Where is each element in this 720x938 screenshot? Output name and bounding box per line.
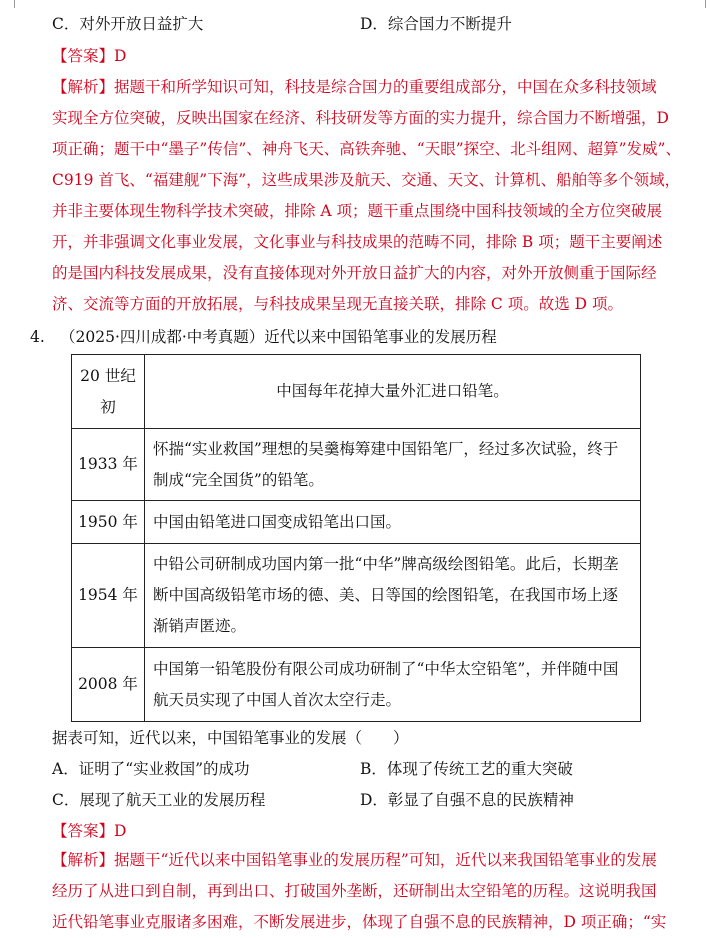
table-row [72, 648, 641, 722]
prev-option-c: C．对外开放日益扩大 [52, 15, 204, 33]
table-event-cell: 中国由铅笔进口国变成铅笔出口国。 [145, 501, 641, 544]
table-row [72, 355, 641, 429]
table-row [72, 501, 641, 544]
history-table [71, 354, 641, 722]
table-event-cell: 怀揣“实业救国”理想的吴羹梅筹建中国铅笔厂，经过多次试验，终于 制成“完全国货”的铅笔。 [145, 429, 641, 501]
prev-analysis-line: 济、交流等方面的开放拓展，与科技成果呈现无直接关联，排除 C 项。故选 D 项。 [52, 295, 623, 313]
prev-analysis-line: 实现全方位突破，反映出国家在经济、科技研发等方面的实力提升，综合国力不断增强，D [52, 109, 669, 127]
option-b: B．体现了传统工艺的重大突破 [360, 760, 573, 778]
analysis-line: 近代铅笔事业克服诸多困难，不断发展进步，体现了自强不息的民族精神，D 项正确；“实 [52, 913, 667, 931]
table-year-cell: 1933 年 [72, 429, 145, 501]
question-number: 4. [30, 328, 45, 346]
analysis-line: 【解析】据题干“近代以来中国铅笔事业的发展历程”可知，近代以来我国铅笔事业的发展 [52, 851, 657, 869]
table-row [72, 544, 641, 648]
prev-option-row [52, 13, 512, 35]
prev-analysis-line: 的是国内科技发展成果，没有直接体现对外开放日益扩大的内容，对外开放侧重于国际经 [52, 264, 657, 282]
table-year-cell: 20 世纪 初 [72, 355, 145, 429]
question-stem: （2025·四川成都·中考真题）近代以来中国铅笔事业的发展历程 [60, 328, 497, 346]
option-a: A．证明了“实业救国”的成功 [52, 760, 250, 778]
prev-analysis [52, 72, 682, 320]
option-c: C．展现了航天工业的发展历程 [52, 791, 266, 809]
page-corner-mark-right [705, 0, 706, 8]
option-row-ab [52, 758, 573, 780]
prev-analysis-line: 并非主要体现生物科学技术突破，排除 A 项；题干重点围绕中国科技领域的全方位突破展 [52, 202, 663, 220]
table-year-cell: 2008 年 [72, 648, 145, 722]
answer: 【答案】D [52, 822, 127, 840]
prev-analysis-line: C919 首飞、“福建舰”下海”，这些成果涉及航天、交通、天文、计算机、船舶等多个领域， [52, 171, 681, 189]
analysis [52, 845, 682, 938]
prev-analysis-line: 开，并非强调文化事业发展，文化事业与科技成果的范畴不同，排除 B 项；题干主要阐述 [52, 233, 663, 251]
prev-option-d: D．综合国力不断提升 [360, 15, 512, 33]
question-prompt: 据表可知，近代以来，中国铅笔事业的发展（ ） [52, 729, 409, 747]
table-row [72, 429, 641, 501]
table-event-cell: 中铅公司研制成功国内第一批“中华”牌高级绘图铅笔。此后，长期垄 断中国高级铅笔市场的德、美、日等国的绘图铅笔，在我国市场上逐 渐销声匿迹。 [145, 544, 641, 648]
table-event-cell: 中国第一铅笔股份有限公司成功研制了“中华太空铅笔”，并伴随中国 航天员实现了中国人首次太空行走。 [145, 648, 641, 722]
prev-answer: 【答案】D [52, 47, 127, 65]
page-corner-mark-left [14, 0, 15, 8]
prev-analysis-line: 【解析】据题干和所学知识可知，科技是综合国力的重要组成部分，中国在众多科技领域 [52, 78, 657, 96]
analysis-line: 经历了从进口到自制，再到出口、打破国外垄断，还研制出太空铅笔的历程。这说明我国 [52, 882, 657, 900]
table-year-cell: 1950 年 [72, 501, 145, 544]
option-d: D．彰显了自强不息的民族精神 [360, 791, 574, 809]
option-row-cd [52, 789, 574, 811]
table-year-cell: 1954 年 [72, 544, 145, 648]
table-event-cell: 中国每年花掉大量外汇进口铅笔。 [145, 355, 641, 429]
prev-analysis-line: 项正确；题干中“墨子”传信”、神舟飞天、高铁奔驰、“天眼”探空、北斗组网、超算”发威”、 [52, 140, 681, 158]
